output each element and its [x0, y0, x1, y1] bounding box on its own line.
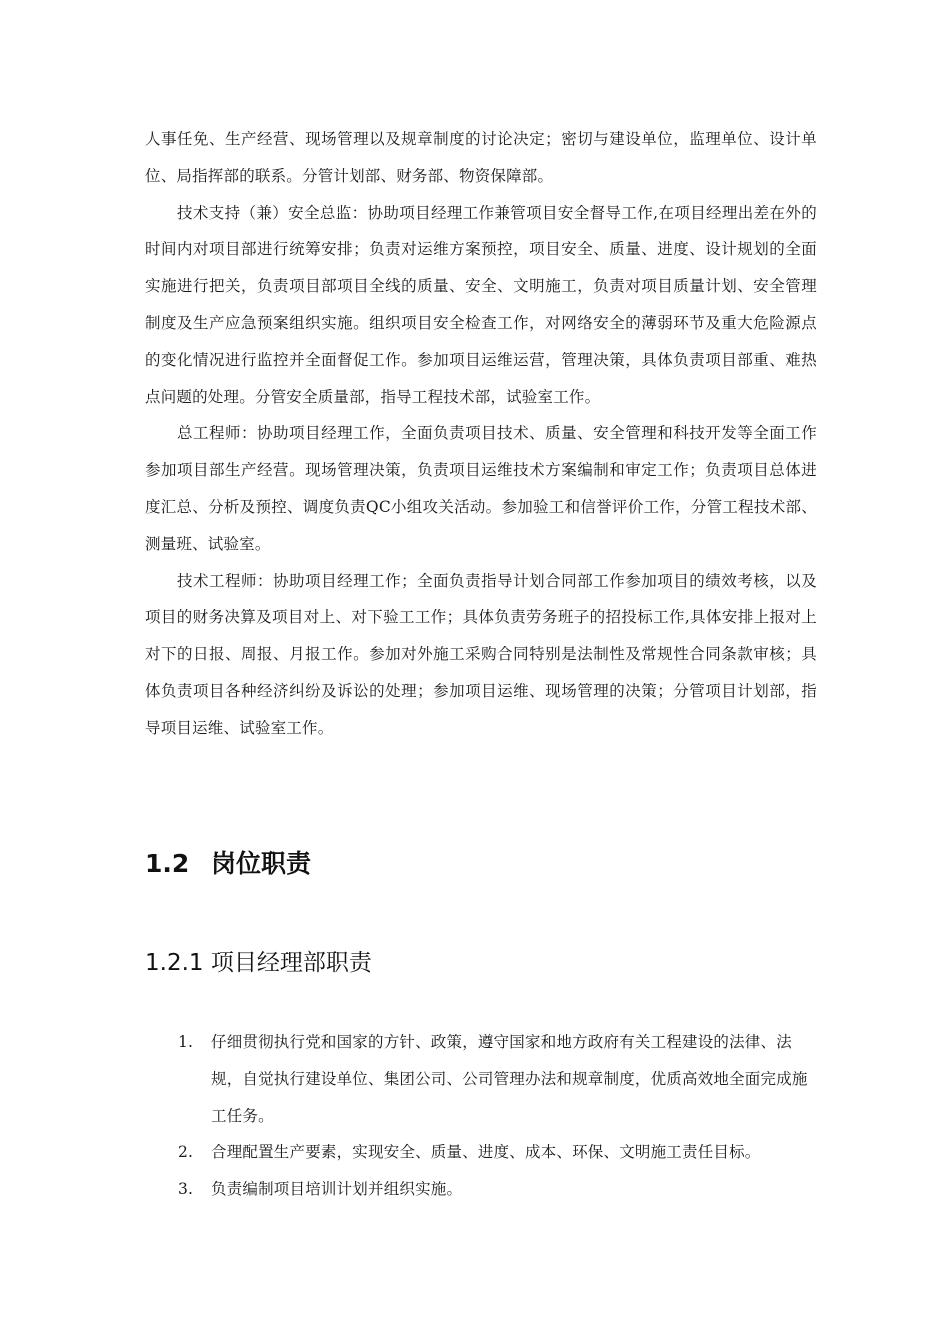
- section-number: 1.2: [145, 849, 190, 878]
- list-marker: 3.: [178, 1180, 194, 1199]
- paragraph-continued: 人事任免、生产经营、现场管理以及规章制度的讨论决定；密切与建设单位，监理单位、设计单位、局指挥部的联系。分管计划部、财务部、物资保障部。: [145, 130, 817, 185]
- list-item: [145, 1024, 817, 1134]
- paragraph-safety-director: 技术支持（兼）安全总监：协助项目经理工作兼管项目安全督导工作,在项目经理出差在外的时间内对项目部进行统筹安排；负责对运维方案预控，项目安全、质量、进度、设计规划的全面实施进行把关，负责项目部项目全线的质量、安全、文明施工，负责对项目质量计划、安全管理制度及生产应急预案组织实施。组织项目安全检查工作，对网络安全的薄弱环节及重大危险源点的变化情况进行监控并全面督促工作。参加项目运维运营，管理决策，具体负责项目部重、难热点问题的处理。分管安全质量部，指导工程技术部，试验室工作。: [145, 203, 817, 406]
- list-item: [145, 1134, 817, 1171]
- body-text: [145, 121, 817, 747]
- list-item-text: 仔细贯彻执行党和国家的方针、政策，遵守国家和地方政府有关工程建设的法律、法规，自觉执行建设单位、集团公司、公司管理办法和规章制度，优质高效地全面完成施工任务。: [211, 1033, 808, 1125]
- list-item: [145, 1171, 817, 1208]
- section-heading: [145, 844, 311, 884]
- list-item-text: 合理配置生产要素，实现安全、质量、进度、成本、环保、文明施工责任目标。: [211, 1143, 761, 1162]
- duties-list: [145, 1024, 817, 1208]
- list-marker: 1.: [178, 1033, 194, 1051]
- list-marker: 2.: [178, 1143, 194, 1162]
- paragraph-chief-engineer: 总工程师：协助项目经理工作，全面负责项目技术、质量、安全管理和科技开发等全面工作参加项目部生产经营。现场管理决策，负责项目运维技术方案编制和审定工作；负责项目总体进度汇总、分析及预控、调度负责QC小组攻关活动。参加验工和信誉评价工作，分管工程技术部、测量班、试验室。: [145, 424, 817, 553]
- section-title: 岗位职责: [211, 849, 312, 878]
- paragraph-technical-engineer: 技术工程师：协助项目经理工作；全面负责指导计划合同部工作参加项目的绩效考核，以及项目的财务决算及项目对上、对下验工工作；具体负责劳务班子的招投标工作,具体安排上报对上对下的日报、周报、月报工作。参加对外施工采购合同特别是法制性及常规性合同条款审核；具体负责项目各种经济纠纷及诉讼的处理；参加项目运维、现场管理的决策；分管项目计划部，指导项目运维、试验室工作。: [145, 571, 817, 737]
- list-item-text: 负责编制项目培训计划并组织实施。: [211, 1180, 463, 1199]
- subsection-heading: 1.2.1 项目经理部职责: [145, 950, 372, 976]
